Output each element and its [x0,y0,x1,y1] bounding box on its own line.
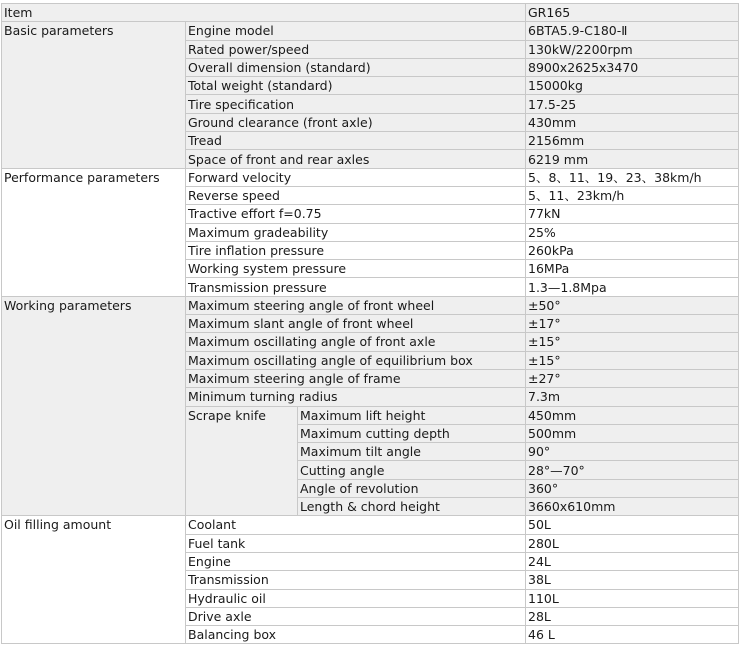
param-name-cell: Tire specification [186,95,526,113]
param-name-cell: Drive axle [186,607,526,625]
param-value-cell: ±27° [526,369,739,387]
param-value-cell: 38L [526,571,739,589]
param-value-cell: ±17° [526,315,739,333]
header-row [2,4,739,22]
param-name-cell: Forward velocity [186,168,526,186]
param-name-cell: Maximum cutting depth [298,424,526,442]
param-name-cell: Transmission [186,571,526,589]
param-name-cell: Tread [186,132,526,150]
param-name-cell: Tire inflation pressure [186,241,526,259]
param-value-cell: 50L [526,516,739,534]
param-value-cell: ±15° [526,351,739,369]
param-value-cell: 46 L [526,626,739,644]
param-value-cell: ±50° [526,296,739,314]
param-value-cell: 25% [526,223,739,241]
param-value-cell: 5、8、11、19、23、38km/h [526,168,739,186]
param-name-cell: Tractive effort f=0.75 [186,205,526,223]
param-value-cell: 8900x2625x3470 [526,58,739,76]
working-group-label: Working parameters [2,296,186,516]
spec-table-body [2,4,739,644]
param-name-cell: Fuel tank [186,534,526,552]
oil-group-label: Oil filling amount [2,516,186,644]
param-value-cell: 450mm [526,406,739,424]
param-name-cell: Engine [186,552,526,570]
param-name-cell: Hydraulic oil [186,589,526,607]
param-value-cell: 3660x610mm [526,498,739,516]
basic-row [2,22,739,40]
performance-group-label: Performance parameters [2,168,186,296]
param-name-cell: Cutting angle [298,461,526,479]
param-name-cell: Engine model [186,22,526,40]
param-value-cell: 28°—70° [526,461,739,479]
param-value-cell: 500mm [526,424,739,442]
working-row [2,296,739,314]
performance-row [2,168,739,186]
param-value-cell: 6219 mm [526,150,739,168]
oil-row [2,516,739,534]
param-name-cell: Coolant [186,516,526,534]
param-value-cell: 6BTA5.9-C180-Ⅱ [526,22,739,40]
param-name-cell: Maximum slant angle of front wheel [186,315,526,333]
basic-group-label: Basic parameters [2,22,186,168]
param-name-cell: Balancing box [186,626,526,644]
item-header-cell: Item [2,4,526,22]
param-value-cell: 90° [526,443,739,461]
param-name-cell: Maximum steering angle of front wheel [186,296,526,314]
param-value-cell: 77kN [526,205,739,223]
param-name-cell: Maximum oscillating angle of equilibrium box [186,351,526,369]
param-value-cell: 280L [526,534,739,552]
param-name-cell: Ground clearance (front axle) [186,113,526,131]
param-name-cell: Maximum lift height [298,406,526,424]
model-header-cell: GR165 [526,4,739,22]
param-value-cell: 430mm [526,113,739,131]
param-value-cell: 2156mm [526,132,739,150]
param-value-cell: 260kPa [526,241,739,259]
param-name-cell: Maximum steering angle of frame [186,369,526,387]
param-name-cell: Overall dimension (standard) [186,58,526,76]
param-name-cell: Angle of revolution [298,479,526,497]
param-value-cell: 1.3—1.8Mpa [526,278,739,296]
param-name-cell: Maximum oscillating angle of front axle [186,333,526,351]
param-name-cell: Minimum turning radius [186,388,526,406]
param-name-cell: Length & chord height [298,498,526,516]
param-name-cell: Rated power/speed [186,40,526,58]
param-value-cell: 110L [526,589,739,607]
param-value-cell: 130kW/2200rpm [526,40,739,58]
param-value-cell: 5、11、23km/h [526,186,739,204]
param-name-cell: Maximum tilt angle [298,443,526,461]
param-value-cell: ±15° [526,333,739,351]
param-value-cell: 360° [526,479,739,497]
param-name-cell: Total weight (standard) [186,77,526,95]
param-value-cell: 16MPa [526,260,739,278]
spec-table [1,3,739,644]
param-name-cell: Reverse speed [186,186,526,204]
param-value-cell: 28L [526,607,739,625]
param-value-cell: 24L [526,552,739,570]
scrape-knife-label: Scrape knife [186,406,298,516]
param-value-cell: 17.5-25 [526,95,739,113]
param-name-cell: Transmission pressure [186,278,526,296]
param-name-cell: Maximum gradeability [186,223,526,241]
param-name-cell: Working system pressure [186,260,526,278]
param-value-cell: 7.3m [526,388,739,406]
param-value-cell: 15000kg [526,77,739,95]
param-name-cell: Space of front and rear axles [186,150,526,168]
